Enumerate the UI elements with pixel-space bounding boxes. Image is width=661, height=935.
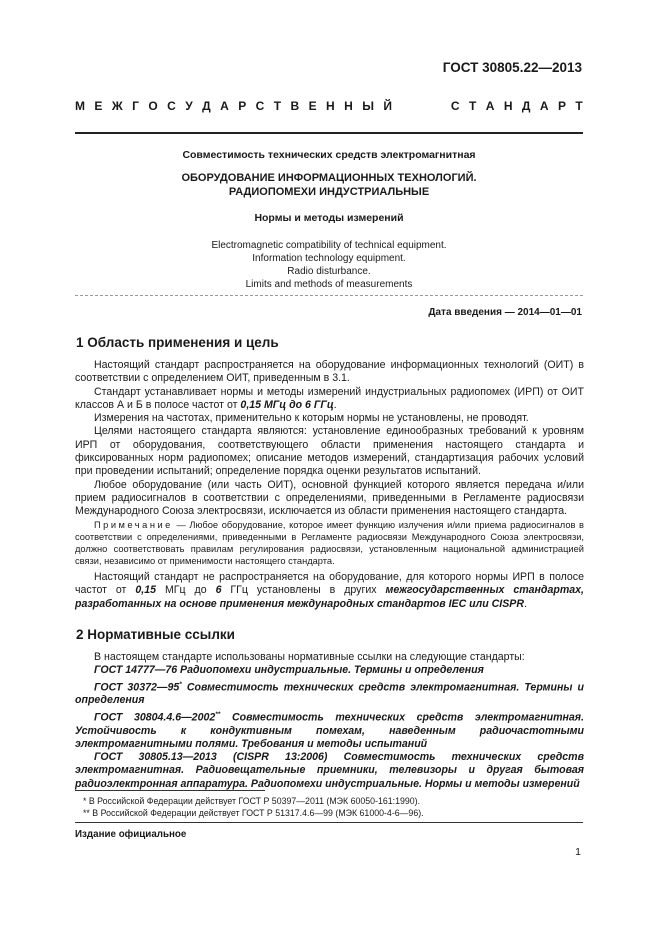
english-line-3: Radio disturbance. <box>287 266 371 277</box>
footer-rule <box>75 822 583 823</box>
reference-item: ГОСТ 14777—76 Радиопомехи индустриальные. Термины и определения <box>94 664 484 677</box>
interstate-standard-banner: М Е Ж Г О С У Д А Р С Т В Е Н Н Ы Й С Т А Н Д А Р Т <box>75 99 583 113</box>
english-line-2: Information technology equipment. <box>252 253 406 264</box>
note <box>75 519 584 567</box>
paragraph: Измерения на частотах, применительно к которым нормы не установлены, не проводят. <box>94 412 529 425</box>
section-1-final-paragraph: Настоящий стандарт не распространяется на оборудование, для которого нормы ИРП в полосе частот от 0,15 МГц до 6 ГГц установлены в других межгосударственных стандартах, разработанных на основе применения международных стандартов IEC или CISPR. <box>75 571 584 610</box>
header-rule <box>75 132 583 134</box>
paragraph: В настоящем стандарте использованы нормативные ссылки на следующие стандарты: <box>94 651 525 663</box>
title-line-2: РАДИОПОМЕХИ ИНДУСТРИАЛЬНЫЕ <box>228 186 430 198</box>
note-label: Примечание <box>94 520 173 530</box>
title-line-1: ОБОРУДОВАНИЕ ИНФОРМАЦИОННЫХ ТЕХНОЛОГИЙ. <box>181 172 477 184</box>
reference-item: ГОСТ 30804.4.6—2002** Совместимость технических средств электромагнитная. Устойчивость к кондуктивным помехам, наведенным радиочастотными электромагнитными полями. Требования и методы испытаний <box>75 710 584 750</box>
page-number: 1 <box>575 846 581 858</box>
section-1-heading: 1 Область применения и цель <box>76 335 279 350</box>
section-2-heading: 2 Нормативные ссылки <box>76 627 235 642</box>
document-subtitle: Нормы и методы измерений <box>254 212 404 224</box>
document-code: ГОСТ 30805.22—2013 <box>442 60 582 75</box>
reference-item: ГОСТ 30372—95* Совместимость технических средств электромагнитная. Термины и определения <box>75 680 584 707</box>
paragraph: Стандарт устанавливает нормы и методы измерений индустриальных радиопомех (ИРП) от ОИТ классов А и Б в полосе частот от 0,15 МГц до 6 ГГц. <box>75 385 584 411</box>
reference-item: ГОСТ 30805.13—2013 (CISPR 13:2006) Совместимость технических средств электромагнитная. Радиовещательные приемники, телевизоры и другая бытовая радиоэлектронная аппаратура. Радиопомехи индустриальные. Нормы и методы измерений <box>75 751 584 790</box>
section-1-body <box>75 359 584 519</box>
title-divider <box>75 295 583 296</box>
footnote: ** В Российской Федерации действует ГОСТ Р 51317.4.6—99 (МЭК 61000-4-6—96). <box>83 807 424 818</box>
footnote-rule <box>75 790 265 791</box>
document-title <box>75 171 583 199</box>
paragraph: Настоящий стандарт распространяется на оборудование информационных технологий (ОИТ) в соответствии с определением ОИТ, приведенным в 3.1. <box>75 359 584 385</box>
english-line-4: Limits and methods of measurements <box>245 279 413 290</box>
compatibility-line: Совместимость технических средств электромагнитная <box>182 149 476 161</box>
paragraph: Любое оборудование (или часть ОИТ), основной функцией которого является передача и/или прием радиосигналов в соответствии с определениями, приведенными в Регламенте радиосвязи Международного Союза электросвязи, исключается из области применения настоящего стандарта. <box>75 478 584 518</box>
footnote: * В Российской Федерации действует ГОСТ Р 50397—2011 (МЭК 60050-161:1990). <box>83 796 421 806</box>
paragraph: Целями настоящего стандарта являются: установление единообразных требований к уровням ИРП от оборудования, соответствующего области применения настоящего стандарта и фиксированных норм радиопомех; описание методов измерений, стандартизация рабочих условий при проведении испытаний; определение порядка оценки результатов испытаний. <box>75 425 584 478</box>
english-line-1: Electromagnetic compatibility of technical equipment. <box>211 240 447 251</box>
introduction-date: Дата введения — 2014—01—01 <box>428 307 582 318</box>
english-title <box>75 239 583 291</box>
footnotes <box>75 796 424 819</box>
section-2-body <box>75 651 584 791</box>
official-edition-label: Издание официальное <box>75 829 187 840</box>
note-text: — Любое оборудование, которое имеет функцию излучения и/или приема радиосигналов в соответствии с определениями, приведенными в Регламенте радиосвязи Международного Союза электросвязи, должно соответствовать правилам регулирования радиосвязи, установленным национальной администрацией связи, независимо от применимости настоящего стандарта. <box>75 520 584 566</box>
